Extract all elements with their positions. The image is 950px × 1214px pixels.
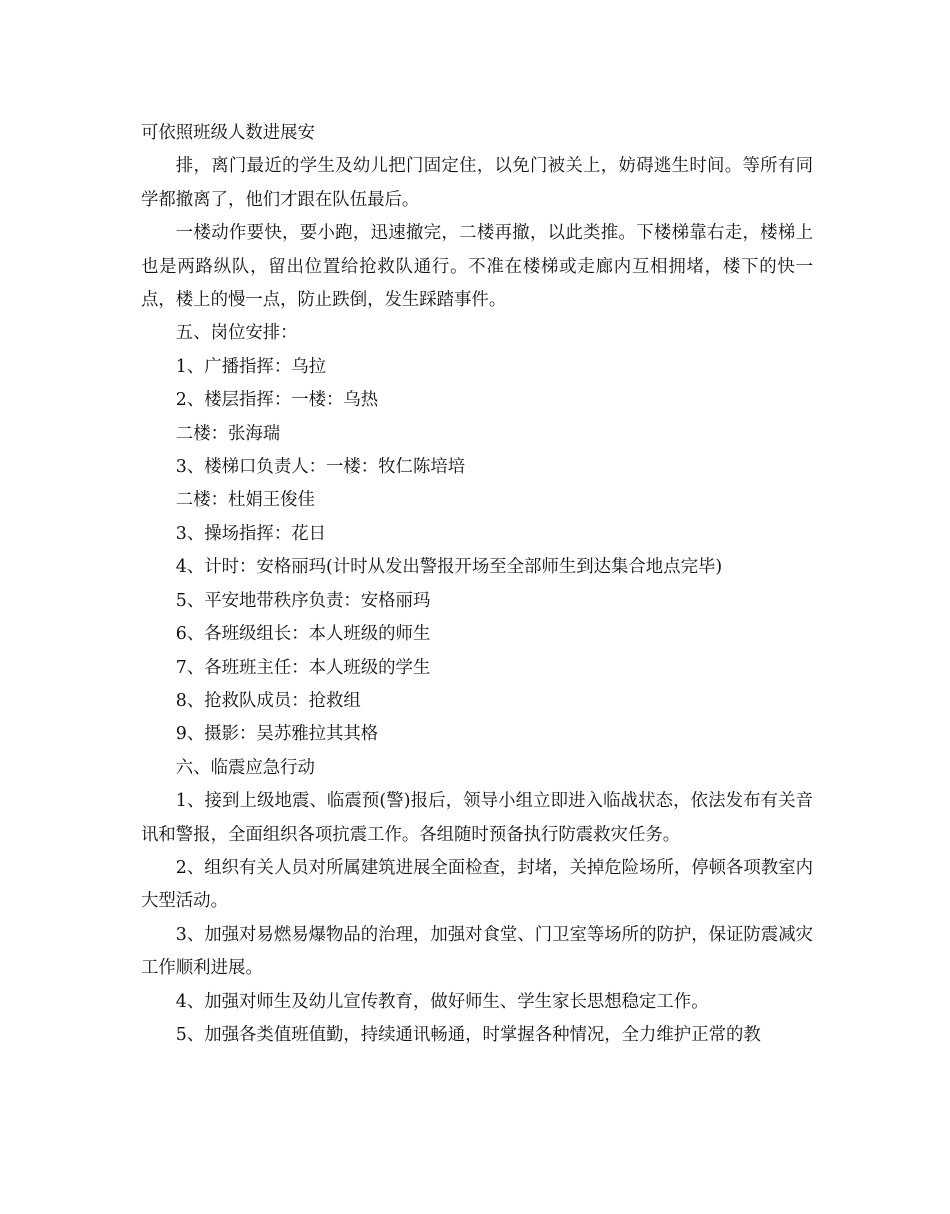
list-item: 3、操场指挥：花日 bbox=[175, 523, 326, 544]
list-item: 5、加强各类值班值勤，持续通讯畅通，时掌握各种情况，全力维护正常的教 bbox=[175, 1024, 761, 1045]
list-item: 二楼：杜娟王俊佳 bbox=[175, 490, 315, 511]
list-item: 9、摄影：吴苏雅拉其其格 bbox=[175, 724, 379, 745]
list-item: 4、加强对师生及幼儿宣传教育，做好师生、学生家长思想稳定工作。 bbox=[175, 991, 709, 1012]
list-item: 3、楼梯口负责人：一楼：牧仁陈培培 bbox=[175, 457, 466, 478]
list-item: 8、抢救队成员：抢救组 bbox=[175, 690, 361, 711]
list-item: 2、组织有关人员对所属建筑进展全面检查，封堵，关掉危险场所，停顿各项教室内大型活动。 bbox=[141, 857, 813, 912]
list-item: 4、计时：安格丽玛(计时从发出警报开场至全部师生到达集合地点完毕) bbox=[175, 557, 723, 578]
list-item: 2、楼层指挥：一楼：乌热 bbox=[175, 390, 379, 411]
list-item: 二楼：张海瑞 bbox=[175, 423, 281, 444]
list-item: 1、接到上级地震、临震预(警)报后，领导小组立即进入临战状态，依法发布有关音讯和警报，全面组织各项抗震工作。各组随时预备执行防震救灾任务。 bbox=[141, 791, 813, 845]
paragraph-2: 排，离门最近的学生及幼儿把门固定住，以免门被关上，妨碍逃生时间。等所有同学都撤离了，他们才跟在队伍最后。 bbox=[141, 156, 813, 210]
list-item: 1、广播指挥：乌拉 bbox=[175, 356, 326, 377]
list-item: 6、各班级组长：本人班级的师生 bbox=[175, 624, 431, 645]
list-item: 7、各班班主任：本人班级的学生 bbox=[175, 657, 431, 678]
paragraph-3: 一楼动作要快，要小跑，迅速撤完，二楼再撤，以此类推。下楼梯靠右走，楼梯上也是两路纵队，留出位置给抢救队通行。不准在楼梯或走廊内互相拥堵，楼下的快一点，楼上的慢一点，防止跌倒，发生踩踏事件。 bbox=[141, 223, 813, 311]
list-item: 5、平安地带秩序负责：安格丽玛 bbox=[175, 590, 431, 611]
section-heading-6: 六、临震应急行动 bbox=[175, 757, 315, 778]
list-item: 3、加强对易燃易爆物品的治理，加强对食堂、门卫室等场所的防护，保证防震减灾工作顺利进展。 bbox=[141, 924, 813, 979]
document-body bbox=[141, 117, 813, 1052]
paragraph-1: 可依照班级人数进展安 bbox=[141, 123, 315, 143]
section-heading-5: 五、岗位安排： bbox=[175, 323, 298, 344]
